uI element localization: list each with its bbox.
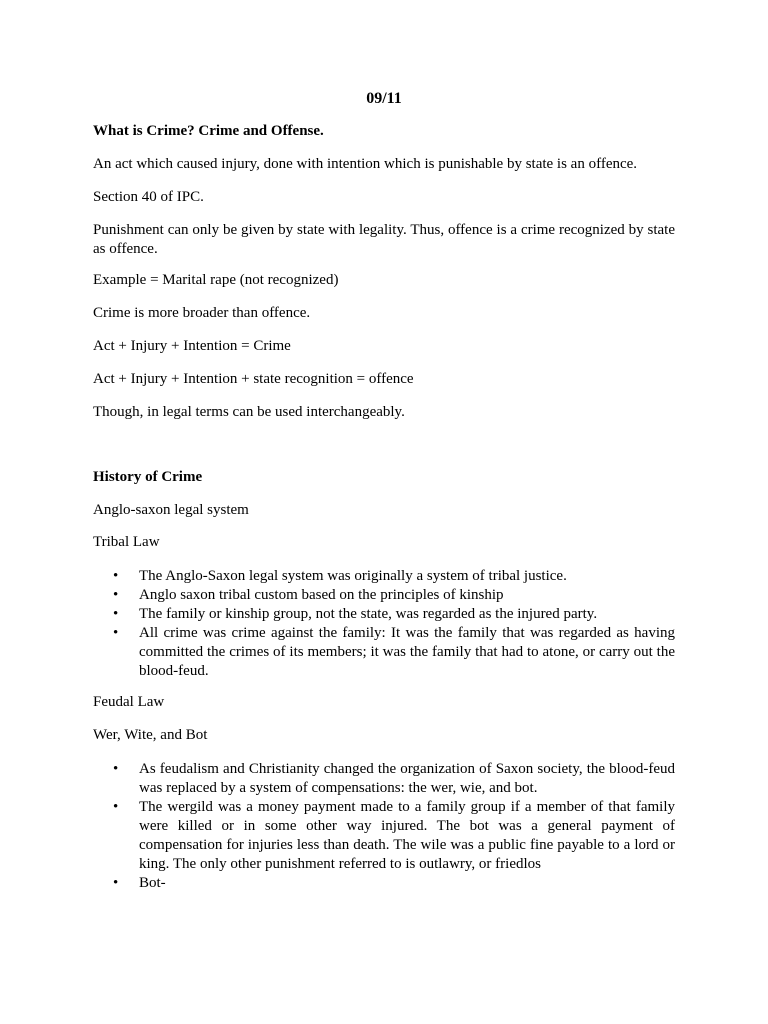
list-item-text: Bot- — [139, 875, 166, 891]
section-heading-crime-offense: What is Crime? Crime and Offense. — [93, 123, 324, 139]
bullet-icon: • — [113, 875, 119, 891]
subheading: Feudal Law — [93, 694, 165, 710]
paragraph: Crime is more broader than offence. — [93, 305, 311, 321]
list-item-text: All crime was crime against the family: It was the family that was regarded as having committed the crimes of its members; it was the family that had to atone, or carry out the blood-feud. — [139, 625, 675, 679]
list-item-text: The Anglo-Saxon legal system was originally a system of tribal justice. — [139, 568, 567, 584]
page-title: 09/11 — [366, 90, 402, 107]
paragraph: Section 40 of IPC. — [93, 189, 204, 205]
bullet-icon: • — [113, 799, 119, 815]
bullet-list-wer-wite-bot — [93, 760, 675, 893]
list-item — [93, 798, 675, 874]
list-item — [93, 567, 675, 586]
bullet-icon: • — [113, 625, 119, 641]
bullet-icon: • — [113, 606, 119, 622]
paragraph: An act which caused injury, done with intention which is punishable by state is an offence. — [93, 156, 638, 172]
paragraph: Punishment can only be given by state with legality. Thus, offence is a crime recognized by state as offence. — [93, 222, 675, 257]
paragraph: Example = Marital rape (not recognized) — [93, 272, 339, 288]
paragraph: Act + Injury + Intention = Crime — [93, 338, 291, 354]
section-heading-history: History of Crime — [93, 469, 203, 485]
subheading: Anglo-saxon legal system — [93, 502, 249, 518]
list-item — [93, 605, 675, 624]
list-item — [93, 760, 675, 798]
bullet-icon: • — [113, 568, 119, 584]
list-item — [93, 624, 675, 681]
list-item-text: The family or kinship group, not the state, was regarded as the injured party. — [139, 606, 598, 622]
list-item-text: As feudalism and Christianity changed the organization of Saxon society, the blood-feud was replaced by a system of compensations: the wer, wie, and bot. — [139, 761, 675, 796]
paragraph: Though, in legal terms can be used interchangeably. — [93, 404, 405, 420]
paragraph: Act + Injury + Intention + state recognition = offence — [93, 371, 414, 387]
subheading: Tribal Law — [93, 534, 160, 550]
bullet-icon: • — [113, 761, 119, 777]
list-item — [93, 586, 675, 605]
bullet-icon: • — [113, 587, 119, 603]
bullet-list-tribal-law — [93, 567, 675, 681]
subheading: Wer, Wite, and Bot — [93, 727, 208, 743]
list-item-text: The wergild was a money payment made to a family group if a member of that family were killed or in some other way injured. The bot was a general payment of compensation for injuries less than death. The wile was a public fine payable to a lord or king. The only other punishment referred to is outlawry, or friedlos — [139, 799, 675, 872]
list-item-text: Anglo saxon tribal custom based on the principles of kinship — [139, 587, 504, 603]
list-item — [93, 874, 675, 893]
